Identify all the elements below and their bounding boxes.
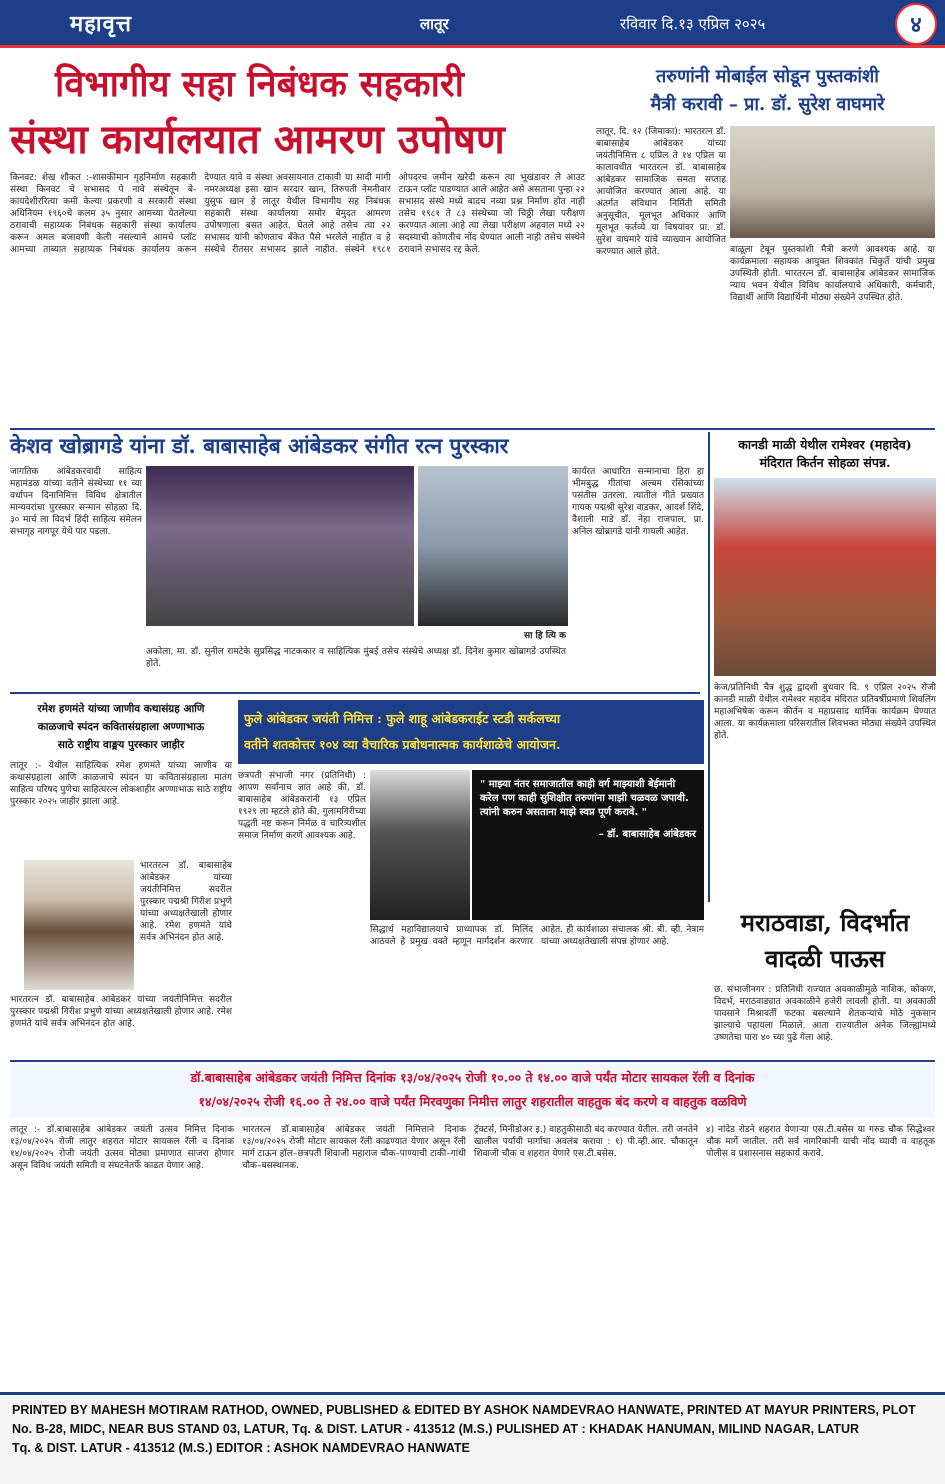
story1-body: किनवट: शेख शौकत :-शासकीमान गृहनिर्माण सहकारी संस्था किनवट चे सभासद पे नावे संस्थेतून बे-कायदेशीररित्या कमी केल्या प्रकरणी व सरकारी संस्था अधिनियम १९६०चे कलम ३५ नुसार आमच्या येतलेल्या ठरावाची सहाय्यक निबंधक सहकारी संस्था कार्यालय करून अमल बजावणी केली नसल्याने आमचे प्लॉट आमच्या ताब्यात सहाय्यक निबंधक कार्यालय करून देण्यात यावे व संस्था अवसायनात टाकावी या सादी मागी नमरअध्यक्ष इसा खान सरदार खान, तिरुपती नेमनीवार युसुफ खान हे लातूर येथील विभागीय सह निबंधक सहकारी संस्था कार्यालया समोर बेमुदत आमरण उपोषणाला बसत आहेत. घेतले आहे तसेच त्या २२ सभासद यांनी कोणताच बँकेत पैसे भरलेले नाहीत व हे संस्थेचे रीतसर सभासद झाले नाहीत. संस्थेने १९८१ ओपदरच जमीन खरेदी करून त्या भूखंडावर ले आउट टाऊन प्लॉट पाडण्यात आले आहेत असे असताना पुन्हा २२ सभासद संस्थे मध्ये बादच नव्या प्रश्न निर्माण होत नाही तसेच १९८१ ते ८३ संस्थेच्या जो चिठ्ठी लेखा परीक्षण करण्यात आला आहे त्या लेखा परीक्षण अहवाल मध्ये २२ सदस्याची कोणतीच नोंद घेण्यात आली नाही तसेच संस्थेने ठरावाने सभासद रद्द केले. bbox=[10, 173, 585, 255]
ambedkar-quote-box bbox=[472, 770, 704, 920]
story3-body3: अकोला, मा. डॉ. सुनील रामटेके सुप्रसिद्ध नाटककार व साहित्यिक मुंबई तसेच संस्थेचे अध्यक्ष डॉ. दिनेश कुमार खोब्रागडे उपस्थित होते. bbox=[146, 647, 566, 669]
story4-headline-1: कानडी माळी येथील रामेश्वर (महादेव) bbox=[738, 437, 912, 452]
imprint-line-1: PRINTED BY MAHESH MOTIRAM RATHOD, OWNED, PUBLISHED & EDITED BY ASHOK NAMDEVRAO HANWATE, PRINTED AT MAYUR PRINTERS, PLOT bbox=[12, 1403, 916, 1417]
story7-body: छ. संभाजीनगर : प्रतिनिधी राज्यात अवकाळीमुळे नाशिक, कोकण, विदर्भ, मराठवाड्यात अवकाळीने हजेरी लावली होती. या अवकाळी पावसाने मिश्रावर्ती फटका बसल्याने शेतकऱ्यांचे मोठे नुकसान झाल्याचे पहायला मिळाले. आता राज्यातील अनेक जिल्ह्यांमध्ये उष्णतेचा पारा ४० च्या पुढे गेला आहे. bbox=[714, 985, 936, 1043]
column-divider bbox=[708, 432, 710, 902]
story2-headline-2: मैत्री करावी – प्रा. डॉ. सुरेश वाघमारे bbox=[650, 94, 885, 115]
story1-headline-1: विभागीय सहा निबंधक सहकारी bbox=[55, 63, 464, 105]
story3-caption-label: सा हि त्यि क bbox=[524, 631, 566, 641]
award-photo-1 bbox=[146, 466, 414, 626]
story7-headline-2: वादळी पाऊस bbox=[764, 944, 886, 973]
story1-headline-2: संस्था कार्यालयात आमरण उपोषण bbox=[10, 116, 505, 163]
quote-text: " माझ्या नंतर समाजातील काही वर्ग माझ्याशी बेईमानी करेल पण काही सुशिक्षीत तरुणांना माझी चळवळ जपावी. त्यांनी करुन असताना माझे स्वप्न पूर्ण करावे. " bbox=[480, 779, 689, 818]
story8-body4: ४) नांदेड रोडने शहरात येणाऱ्या एस.टी.बसेस या गरुड चौक सिद्धेश्वर चौक मार्गे जातील. तरी सर्व नागरिकांनी याची नोंद घ्यावी व वाहतूक पोलीस व प्रशासनास सहकार्य करावे. bbox=[706, 1125, 935, 1159]
story4-body: केज/प्रतिनिधी चैत्र शुद्ध द्वादशी बुधवार दि. ९ एप्रिल २०२५ रोजी कानडी माळी येथील रामेश्वर महादेव मंदिरात प्रतिवर्षीप्रमाणे शिवलिंग महाअभिषेक करून कीर्तन व महाप्रसाद धार्मिक कार्यक्रम घेण्यात आला. या कार्यक्रमाला परिसरातील शिवभक्त मोठ्या संख्येने उपस्थित होते. bbox=[714, 683, 936, 741]
newspaper-name: महावृत्त bbox=[70, 11, 132, 37]
story2-caption: बाळूला टेबून पुस्तकांशी मैत्री करणे आवश्यक आहे. या कार्यक्रमाला सहायक आयुक्त शिवकांत चिकुर्ते यांची प्रमुख उपस्थिती होती. भारतरत्न डॉ. बाबासाहेब आंबेडकर सामाजिक न्याय भवन येथील विविध कार्यालयाचे अधिकारी, कर्मचारी, विद्यार्थी आणि विद्यार्थिनी मोठ्या संख्येने उपस्थित होते. bbox=[730, 245, 935, 303]
story3-headline: केशव खोब्रागडे यांना डॉ. बाबासाहेब आंबेडकर संगीत रत्न पुरस्कार bbox=[10, 433, 509, 458]
author-portrait bbox=[24, 860, 134, 990]
story6-headline-1: फुले आंबेडकर जयंती निमित्त : फुले शाहू आंबेडकराईट स्टडी सर्कलच्या bbox=[244, 711, 561, 726]
award-photo-2 bbox=[418, 466, 568, 626]
story5-body2: भारतरत्न डॉ. बाबासाहेब आंबेडकर यांच्या जयंतीनिमित्त सदरील पुरस्कार पद्मश्री गिरीश प्रभुणे यांच्या अध्यक्षतेखाली होणार आहे. रमेश हणमंते यांचे सर्वत्र अभिनंदन होत आहे. bbox=[10, 995, 232, 1029]
edition-date: रविवार दि.१३ एप्रिल २०२५ bbox=[620, 15, 766, 33]
section-divider bbox=[10, 1060, 935, 1062]
story5-headline-1: रमेश हणमंते यांच्या जाणीव कथासंग्रह आणि bbox=[37, 703, 205, 715]
story5-headline-3: साठे राष्ट्रीय वाङ्मय पुरस्कार जाहीर bbox=[57, 739, 185, 751]
story8-headline-band bbox=[10, 1064, 935, 1118]
story8-body3: ट्रॅक्टर्स, मिनीडोअर इ.) वाहतुकीसाठी बंद करण्यात येतील. तरी जनतेने खालील पर्यायी मार्गाचा अवलंब करावा : १) पी.व्ही.आर. चौकातून शिवाजी चौक व शहरात येणारे एस.टी.बसेस. bbox=[474, 1125, 698, 1159]
story5-body-side: भारतरत्न डॉ. बाबासाहेब आंबेडकर यांच्या जयंतीनिमित्त सदरील पुरस्कार पद्मश्री गिरीश प्रभुणे यांच्या अध्यक्षतेखाली होणार आहे. रमेश हणमंते यांचे सर्वत्र अभिनंदन होत आहे. bbox=[140, 861, 232, 943]
story8-body1: लातूर :- डॉ.बाबासाहेब आंबेडकर जयंती उत्सव निमित्त दिनांक १३/०४/२०२५ रोजी लातुर शहरात मोटार सायकल रॅली व दिनांक १४/०४/२०२५ रोजी जयंती उत्सव मोठ्या प्रमाणात साजरा होणार असून विविध जयंती समिती व संघटनेतर्फे काढत येणार आहे. bbox=[10, 1125, 234, 1171]
story6-body: छत्रपती संभाजी नगर (प्रतिनिधी) : आपण सर्वांनाच ज्ञात आहे की, डॉ. बाबासाहेब आंबेडकरांनी १३ एप्रिल १९२९ ला म्हटले होते की, गुलामगिरीच्या पद्धती नष्ट करून निर्मळ व चारित्र्यशील समाज निर्माण करणे आवश्यक आहे. bbox=[238, 771, 366, 841]
story6-body2: सिद्धार्थ महाविद्यालयाचे प्राध्यापक डॉ. मिलिंद आठवले हे प्रमुख वक्ते म्हणून मार्गदर्शन करणार आहेत. ही कार्यशाळा संचालक श्री. बी. व्ही. नेत्राम यांच्या अध्यक्षतेखाली संपन्न होणार आहे. bbox=[370, 925, 704, 947]
story4-headline-2: मंदिरात किर्तन सोहळा संपन्न. bbox=[759, 455, 891, 470]
story7-headline-1: मराठवाडा, विदर्भात bbox=[740, 908, 910, 937]
story8-headline-2: १४/०४/२०२५ रोजी १६.०० ते २४.०० वाजे पर्यंत मिरवणुका निमीत्त लातुर शहरातील वाहतुक बंद करणे व वाहतुक वळविणे bbox=[198, 1094, 747, 1109]
ambedkar-photo-1 bbox=[370, 770, 470, 920]
story8-body2: भारतरत्न डॉ.बाबासाहेब आंबेडकर जयंती निमित्ताने दिनांक १३/०४/२०२५ रोजी मोटार सायकल रॅली काढण्यात येणार असून रॅली मार्ग टाऊन हॉल–छत्रपती शिवाजी महाराज चौक–पाण्याची टाकी–गांधी चौक–बसस्थानक. bbox=[242, 1125, 466, 1171]
masthead bbox=[0, 0, 945, 48]
edition-city: लातूर bbox=[420, 15, 449, 33]
story6-headline-2: वतीने शतकोत्तर १०४ व्या वैचारिक प्रबोधनात्मक कार्यशाळेचे आयोजन. bbox=[244, 737, 561, 752]
story3-body2: कार्यरत आधारित सन्मानाचा हिरा हा भीमबुद्ध गीतांचा अल्बम रसिकांच्या पसंतीस उतरला. त्यातील गीते प्रख्यात गायक पद्मश्री सुरेश वाडकर, आदर्श शिंदे, वैशाली माडे डॉ. नेहा राजपाल, प्रा. अनिल खोब्रागडे यांनी गायली आहेत. bbox=[572, 467, 704, 537]
story5-body: लातूर :- येथील साहित्यिक रमेश हणमंते यांच्या जाणीव या कथासंग्रहाला आणि काळजाचे स्पंदन या कवितासंग्रहाला मातंग साहित्य परिषद पुणेचा साहित्यरत्न लोकशाहीर अण्णाभाऊ साठे राष्ट्रीय पुरस्कार २०२५ जाहीर झाला आहे. bbox=[10, 761, 232, 807]
story5-headline-2: काळजाचे स्पंदन कवितासंग्रहाला अण्णाभाऊ bbox=[37, 721, 205, 733]
imprint-line-2: No. B-28, MIDC, NEAR BUS STAND 03, LATUR, Tq. & DIST. LATUR - 413512 (M.S.) PULISHED AT : KHADAK HANUMAN, MILIND NAGAR, LATUR bbox=[12, 1422, 860, 1436]
story2-body: लातूर, दि. १२ (जिमाका): भारतरत्न डॉ. बाबासाहेब आंबेडकर यांच्या जयंतीनिमित्त ८ एप्रिल ते १४ एप्रिल या कालावधीत भारतरत्न डॉ. बाबासाहेब आंबेडकर सामाजिक समता सप्ताह आयोजित करण्यात आला आहे. या अंतर्गत संविधान निर्मिती समिती अनुसूचीत, मूलभूत अधिकार आणि मूलभूत कर्तव्ये या विषयांवर प्रा. डॉ. सुरेश वाघमारे यांचे व्याख्यान आयोजित करण्यात आले होते. bbox=[596, 127, 726, 257]
section-divider bbox=[10, 428, 935, 430]
page-number: ४ bbox=[895, 3, 937, 45]
imprint-footer bbox=[0, 1392, 945, 1484]
quote-author: – डॉ. बाबासाहेब आंबेडकर bbox=[598, 829, 696, 840]
section-divider bbox=[10, 692, 700, 694]
kirtan-photo bbox=[714, 478, 936, 676]
story6-headline-band bbox=[238, 700, 704, 764]
story3-body: जागतिक आंबेडकरवादी साहित्य महामंडळ यांच्या वतीने संस्थेच्या ११ व्या वर्धापन दिनानिमित्त विविध क्षेत्रातील मान्यवरांचा पुरस्कार सन्मान सोहळा दि. ३० मार्च ला विदर्भ हिंदी साहित्य संमेलन सभागृह नागपूर येथे पार पडला. bbox=[10, 467, 142, 537]
story8-headline-1: डॉ.बाबासाहेब आंबेडकर जयंती निमित्त दिनांक १३/०४/२०२५ रोजी १०.०० ते १४.०० वाजे पर्यंत मोटार सायकल रॅली व दिनांक bbox=[190, 1070, 755, 1085]
story2-headline-1: तरुणांनी मोबाईल सोडून पुस्तकांशी bbox=[656, 66, 879, 87]
imprint-line-3: Tq. & DIST. LATUR - 413512 (M.S.) EDITOR : ASHOK NAMDEVRAO HANWATE bbox=[12, 1441, 470, 1455]
lecture-photo bbox=[730, 126, 935, 238]
